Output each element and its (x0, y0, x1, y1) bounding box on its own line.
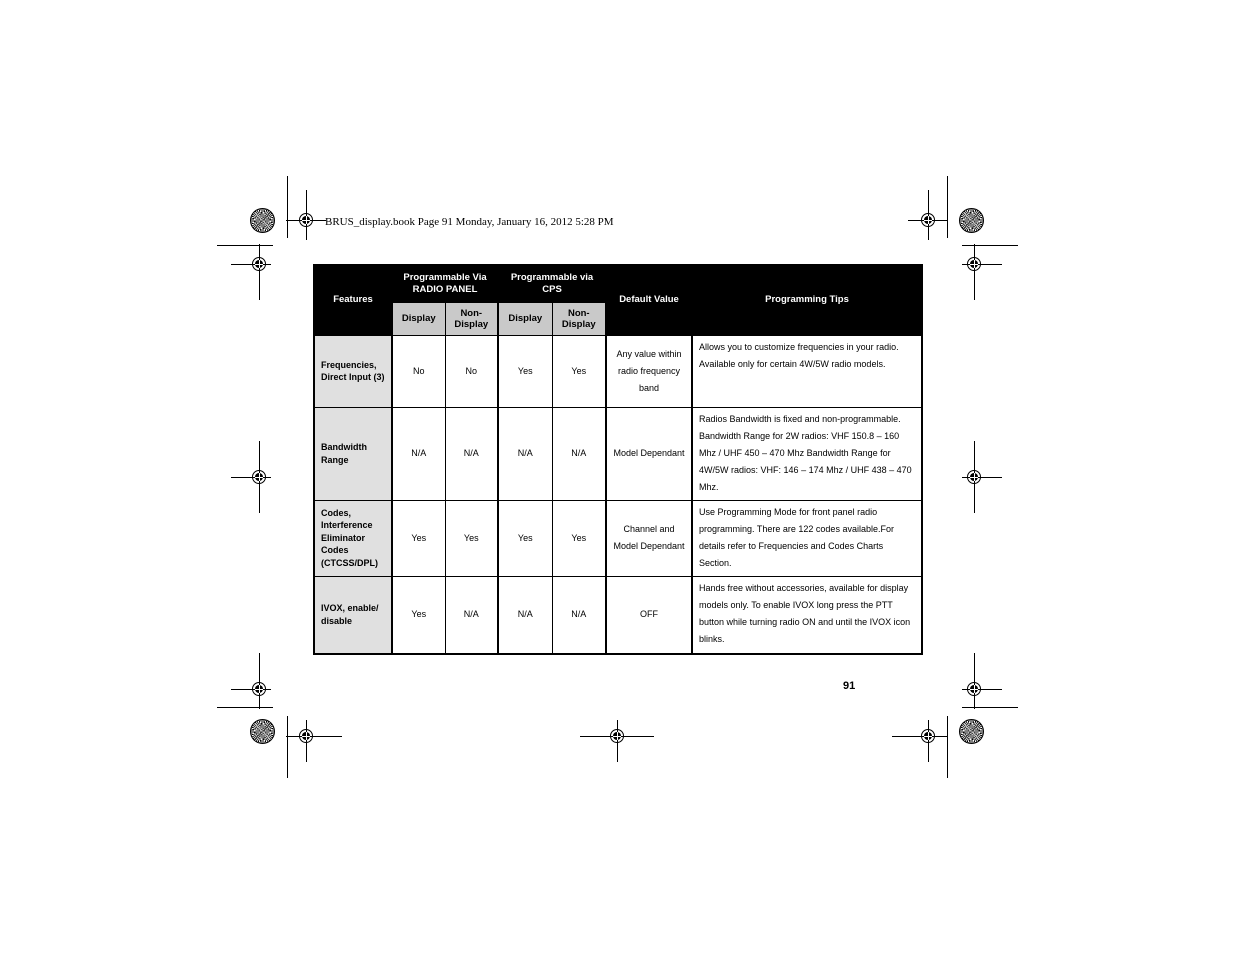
radio-display-value: No (392, 335, 445, 407)
radio-display-value: Yes (392, 576, 445, 654)
subheader-cps-non-display: Non-Display (552, 302, 606, 335)
cps-non-display-value: Yes (552, 335, 606, 407)
features-table (313, 264, 923, 655)
radio-display-value: Yes (392, 500, 445, 576)
crop-line (217, 245, 273, 246)
default-value: Model Dependant (606, 407, 692, 500)
cps-display-value: Yes (498, 500, 552, 576)
feature-name: Frequencies, Direct Input (3) (314, 335, 392, 407)
book-header: BRUS_display.book Page 91 Monday, January 16, 2012 5:28 PM (325, 216, 614, 228)
table-row (314, 335, 922, 407)
registration-star-icon (250, 719, 275, 744)
crop-line (947, 176, 948, 238)
table-row (314, 500, 922, 576)
crosshair-icon (306, 736, 307, 737)
default-value: OFF (606, 576, 692, 654)
crosshair-icon (259, 689, 260, 690)
crop-line (217, 707, 273, 708)
header-cps: Programmable via CPS (498, 265, 606, 302)
crosshair-icon (928, 220, 929, 221)
table-row (314, 407, 922, 500)
registration-star-icon (250, 208, 275, 233)
cps-display-value: N/A (498, 576, 552, 654)
programming-tip: Hands free without accessories, available for display models only. To enable IVOX long press the PTT button while turning radio ON and until the IVOX icon blinks. (692, 576, 922, 654)
crop-line (947, 716, 948, 778)
crosshair-icon (974, 477, 975, 478)
crosshair-icon (306, 220, 307, 221)
feature-name: Bandwidth Range (314, 407, 392, 500)
crosshair-icon (974, 264, 975, 265)
subheader-radio-non-display: Non-Display (445, 302, 498, 335)
feature-name: Codes, Interference Eliminator Codes (CTCSS/DPL) (314, 500, 392, 576)
cps-non-display-value: N/A (552, 576, 606, 654)
default-value: Channel and Model Dependant (606, 500, 692, 576)
crop-line (287, 716, 288, 778)
crosshair-icon (259, 264, 260, 265)
registration-star-icon (959, 208, 984, 233)
radio-non-display-value: N/A (445, 407, 498, 500)
crop-line (962, 707, 1018, 708)
radio-display-value: N/A (392, 407, 445, 500)
cps-non-display-value: Yes (552, 500, 606, 576)
header-default-value: Default Value (606, 265, 692, 335)
feature-name: IVOX, enable/ disable (314, 576, 392, 654)
subheader-cps-display: Display (498, 302, 552, 335)
programming-tip: Use Programming Mode for front panel radio programming. There are 122 codes available.For details refer to Frequencies and Codes Charts Section. (692, 500, 922, 576)
crosshair-icon (974, 689, 975, 690)
crosshair-icon (259, 477, 260, 478)
programming-tip: Allows you to customize frequencies in your radio. Available only for certain 4W/5W radio models. (692, 335, 922, 407)
page-number: 91 (843, 680, 856, 692)
radio-non-display-value: No (445, 335, 498, 407)
cps-display-value: Yes (498, 335, 552, 407)
header-features: Features (314, 265, 392, 335)
registration-star-icon (959, 719, 984, 744)
header-radio-panel: Programmable Via RADIO PANEL (392, 265, 498, 302)
default-value: Any value within radio frequency band (606, 335, 692, 407)
programming-tip: Radios Bandwidth is fixed and non-programmable. Bandwidth Range for 2W radios: VHF 150.8 – 160 Mhz / UHF 450 – 470 Mhz Bandwidth Range for 4W/5W radios: VHF: 146 – 174 Mhz / UHF 438 – 470 Mhz. (692, 407, 922, 500)
subheader-radio-display: Display (392, 302, 445, 335)
crop-line (962, 245, 1018, 246)
cps-non-display-value: N/A (552, 407, 606, 500)
cps-display-value: N/A (498, 407, 552, 500)
crop-line (287, 176, 288, 238)
radio-non-display-value: N/A (445, 576, 498, 654)
header-programming-tips: Programming Tips (692, 265, 922, 335)
radio-non-display-value: Yes (445, 500, 498, 576)
crosshair-icon (617, 736, 618, 737)
crosshair-icon (928, 736, 929, 737)
table-row (314, 576, 922, 654)
